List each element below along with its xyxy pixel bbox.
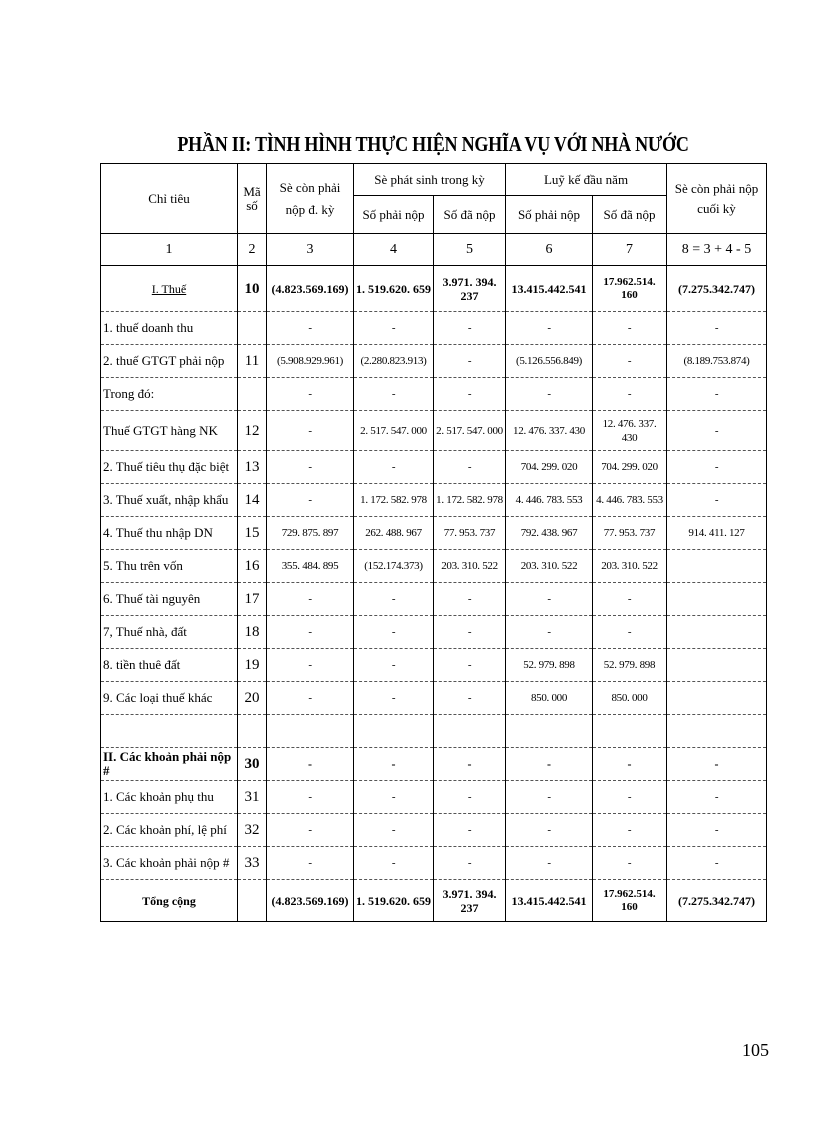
col-num-5: 5 xyxy=(434,234,506,266)
row-arising-payable-cell: - xyxy=(354,451,434,484)
row-ytd-payable-cell: - xyxy=(506,312,593,345)
row-closing-cell: - xyxy=(667,484,767,517)
table-row xyxy=(101,748,767,781)
row-name-cell: 1. thuế doanh thu xyxy=(101,312,238,345)
row-name-cell: 4. Thuế thu nhập DN xyxy=(101,517,238,550)
row-name-cell: 1. Các khoản phụ thu xyxy=(101,781,238,814)
col-num-7: 7 xyxy=(593,234,667,266)
row-arising-paid-cell: - xyxy=(434,345,506,378)
header-cuoi-ky-line1: Sè còn phải nộp xyxy=(674,180,759,196)
header-ma-so xyxy=(238,164,267,234)
row-arising-payable-cell: (152.174.373) xyxy=(354,550,434,583)
row-name-cell: 8. tiền thuê đất xyxy=(101,649,238,682)
row-name-cell: 2. Các khoản phí, lệ phí xyxy=(101,814,238,847)
row-ytd-payable-cell: 52. 979. 898 xyxy=(506,649,593,682)
row-ytd-payable-cell: 850. 000 xyxy=(506,682,593,715)
row-ytd-paid-cell: 12. 476. 337. 430 xyxy=(593,411,667,451)
row-opening-cell xyxy=(267,715,354,748)
table-row xyxy=(101,345,767,378)
header-cuoi-ky xyxy=(667,164,767,234)
row-ytd-paid-cell: - xyxy=(593,847,667,880)
row-name-cell: 9. Các loại thuế khác xyxy=(101,682,238,715)
row-closing-cell xyxy=(667,616,767,649)
row-ytd-payable-cell: - xyxy=(506,583,593,616)
row-code-cell: 13 xyxy=(238,451,267,484)
row-arising-paid-cell: - xyxy=(434,748,506,781)
row-code-cell: 20 xyxy=(238,682,267,715)
row-ytd-paid-cell: 203. 310. 522 xyxy=(593,550,667,583)
header-luy-ke-label: Luỹ kế đầu năm xyxy=(543,171,629,187)
table-row xyxy=(101,781,767,814)
row-ytd-payable-cell: 203. 310. 522 xyxy=(506,550,593,583)
row-code-cell: 12 xyxy=(238,411,267,451)
row-arising-paid-cell: - xyxy=(434,312,506,345)
row-closing-cell: 914. 411. 127 xyxy=(667,517,767,550)
row-arising-payable-cell: 1. 172. 582. 978 xyxy=(354,484,434,517)
row-arising-payable-cell: (2.280.823.913) xyxy=(354,345,434,378)
col-num-2: 2 xyxy=(238,234,267,266)
row-ytd-paid-cell: - xyxy=(593,583,667,616)
table-row xyxy=(101,550,767,583)
row-code-cell xyxy=(238,880,267,922)
row-code-cell xyxy=(238,378,267,411)
row-arising-paid-cell: - xyxy=(434,616,506,649)
row-arising-paid-cell: 203. 310. 522 xyxy=(434,550,506,583)
row-opening-cell: - xyxy=(267,583,354,616)
row-ytd-paid-cell: 850. 000 xyxy=(593,682,667,715)
row-closing-cell: - xyxy=(667,814,767,847)
row-ytd-payable-cell: - xyxy=(506,378,593,411)
row-ytd-paid-cell: 17.962.514. 160 xyxy=(593,880,667,922)
row-code-cell: 11 xyxy=(238,345,267,378)
row-closing-cell xyxy=(667,715,767,748)
row-opening-cell: - xyxy=(267,616,354,649)
row-name-cell: 2. Thuế tiêu thụ đặc biệt xyxy=(101,451,238,484)
row-ytd-payable-cell: 4. 446. 783. 553 xyxy=(506,484,593,517)
header-so-con-phai-nop-dk xyxy=(267,164,354,234)
row-opening-cell: - xyxy=(267,312,354,345)
table-row xyxy=(101,715,767,748)
row-name-cell: 7, Thuế nhà, đất xyxy=(101,616,238,649)
row-ytd-paid-cell: - xyxy=(593,748,667,781)
row-opening-cell: (5.908.929.961) xyxy=(267,345,354,378)
row-opening-cell: 729. 875. 897 xyxy=(267,517,354,550)
row-name-cell: Thuế GTGT hàng NK xyxy=(101,411,238,451)
row-ytd-payable-cell: - xyxy=(506,616,593,649)
row-ytd-paid-cell: 77. 953. 737 xyxy=(593,517,667,550)
row-ytd-paid-cell xyxy=(593,715,667,748)
row-opening-cell: 355. 484. 895 xyxy=(267,550,354,583)
row-name-cell xyxy=(101,715,238,748)
table-row xyxy=(101,583,767,616)
row-opening-cell: - xyxy=(267,814,354,847)
row-code-cell: 16 xyxy=(238,550,267,583)
row-name-cell: Trong đó: xyxy=(101,378,238,411)
row-code-cell: 18 xyxy=(238,616,267,649)
row-code-cell xyxy=(238,312,267,345)
row-ytd-payable-cell: - xyxy=(506,847,593,880)
header-phat-sinh-label: Sè phát sinh trong kỳ xyxy=(374,171,485,187)
row-arising-payable-cell: - xyxy=(354,814,434,847)
row-opening-cell: (4.823.569.169) xyxy=(267,266,354,312)
table-row xyxy=(101,411,767,451)
row-opening-cell: - xyxy=(267,682,354,715)
row-arising-payable-cell: - xyxy=(354,847,434,880)
row-arising-payable-cell xyxy=(354,715,434,748)
row-arising-payable-cell: - xyxy=(354,649,434,682)
row-ytd-payable-cell xyxy=(506,715,593,748)
header-ma-so-line2: số xyxy=(246,197,258,213)
header-ps-phai-nop: Số phải nộp xyxy=(354,196,434,234)
row-name-cell: I. Thuế xyxy=(101,266,238,312)
header-dk-line1: Sè còn phải xyxy=(279,179,341,195)
row-code-cell: 15 xyxy=(238,517,267,550)
row-name-cell: 2. thuế GTGT phải nộp xyxy=(101,345,238,378)
row-opening-cell: - xyxy=(267,847,354,880)
row-name-cell: 3. Các khoản phải nộp # xyxy=(101,847,238,880)
row-arising-payable-cell: - xyxy=(354,682,434,715)
row-name-cell: II. Các khoản phải nộp # xyxy=(101,748,238,781)
row-ytd-paid-cell: 52. 979. 898 xyxy=(593,649,667,682)
row-arising-payable-cell: 262. 488. 967 xyxy=(354,517,434,550)
table-row xyxy=(101,266,767,312)
row-code-cell: 30 xyxy=(238,748,267,781)
row-ytd-payable-cell: - xyxy=(506,748,593,781)
row-arising-payable-cell: 2. 517. 547. 000 xyxy=(354,411,434,451)
row-ytd-paid-cell: 17.962.514. 160 xyxy=(593,266,667,312)
row-arising-payable-cell: - xyxy=(354,378,434,411)
row-arising-paid-cell: - xyxy=(434,451,506,484)
row-closing-cell: (8.189.753.874) xyxy=(667,345,767,378)
row-ytd-paid-cell: - xyxy=(593,814,667,847)
row-name-cell: 3. Thuế xuất, nhập khẩu xyxy=(101,484,238,517)
row-arising-payable-cell: - xyxy=(354,312,434,345)
row-arising-paid-cell: - xyxy=(434,814,506,847)
row-arising-payable-cell: - xyxy=(354,781,434,814)
row-ytd-paid-cell: 704. 299. 020 xyxy=(593,451,667,484)
row-arising-paid-cell: 77. 953. 737 xyxy=(434,517,506,550)
row-ytd-payable-cell: (5.126.556.849) xyxy=(506,345,593,378)
row-code-cell: 14 xyxy=(238,484,267,517)
column-number-row xyxy=(101,234,767,266)
row-closing-cell xyxy=(667,649,767,682)
row-ytd-payable-cell: - xyxy=(506,781,593,814)
row-name-cell: Tổng cộng xyxy=(101,880,238,922)
row-arising-paid-cell: 1. 172. 582. 978 xyxy=(434,484,506,517)
header-luy-ke xyxy=(506,164,667,196)
row-opening-cell: - xyxy=(267,748,354,781)
table-row xyxy=(101,682,767,715)
row-ytd-payable-cell: 13.415.442.541 xyxy=(506,266,593,312)
col-num-1: 1 xyxy=(101,234,238,266)
row-ytd-paid-cell: - xyxy=(593,781,667,814)
row-name-cell: 6. Thuế tài nguyên xyxy=(101,583,238,616)
row-arising-paid-cell: - xyxy=(434,682,506,715)
header-lk-phai-nop: Số phải nộp xyxy=(506,196,593,234)
row-closing-cell xyxy=(667,550,767,583)
row-ytd-paid-cell: 4. 446. 783. 553 xyxy=(593,484,667,517)
row-code-cell: 32 xyxy=(238,814,267,847)
row-opening-cell: - xyxy=(267,781,354,814)
header-chi-tieu-label: Chỉ tiêu xyxy=(148,190,190,206)
row-closing-cell: - xyxy=(667,748,767,781)
row-ytd-paid-cell: - xyxy=(593,616,667,649)
row-opening-cell: (4.823.569.169) xyxy=(267,880,354,922)
row-closing-cell: (7.275.342.747) xyxy=(667,266,767,312)
row-code-cell xyxy=(238,715,267,748)
row-opening-cell: - xyxy=(267,378,354,411)
row-arising-paid-cell: 3.971. 394. 237 xyxy=(434,266,506,312)
row-code-cell: 31 xyxy=(238,781,267,814)
table-row xyxy=(101,484,767,517)
col-num-3: 3 xyxy=(267,234,354,266)
row-ytd-payable-cell: - xyxy=(506,814,593,847)
header-dk-line2: nộp đ. kỳ xyxy=(285,201,335,217)
row-closing-cell: - xyxy=(667,411,767,451)
header-row-1 xyxy=(101,164,767,196)
row-opening-cell: - xyxy=(267,649,354,682)
table-row xyxy=(101,649,767,682)
row-closing-cell: - xyxy=(667,451,767,484)
row-ytd-payable-cell: 12. 476. 337. 430 xyxy=(506,411,593,451)
table-row xyxy=(101,814,767,847)
table-row xyxy=(101,451,767,484)
row-arising-paid-cell: - xyxy=(434,781,506,814)
row-ytd-paid-cell: - xyxy=(593,378,667,411)
row-closing-cell: - xyxy=(667,781,767,814)
col-num-4: 4 xyxy=(354,234,434,266)
row-closing-cell: (7.275.342.747) xyxy=(667,880,767,922)
table-row xyxy=(101,847,767,880)
row-arising-paid-cell: - xyxy=(434,378,506,411)
header-ps-da-nop: Số đã nộp xyxy=(434,196,506,234)
row-code-cell: 10 xyxy=(238,266,267,312)
row-code-cell: 17 xyxy=(238,583,267,616)
row-opening-cell: - xyxy=(267,484,354,517)
header-ma-so-line1: Mã xyxy=(243,183,261,199)
row-code-cell: 19 xyxy=(238,649,267,682)
col-num-8: 8 = 3 + 4 - 5 xyxy=(667,234,767,266)
row-arising-payable-cell: 1. 519.620. 659 xyxy=(354,880,434,922)
row-ytd-paid-cell: - xyxy=(593,345,667,378)
row-arising-payable-cell: - xyxy=(354,583,434,616)
header-lk-da-nop: Số đã nộp xyxy=(593,196,667,234)
row-closing-cell xyxy=(667,682,767,715)
obligations-table xyxy=(100,163,767,922)
table-row xyxy=(101,880,767,922)
row-arising-paid-cell: - xyxy=(434,583,506,616)
header-phat-sinh xyxy=(354,164,506,196)
row-name-cell: 5. Thu trên vốn xyxy=(101,550,238,583)
row-closing-cell: - xyxy=(667,378,767,411)
row-ytd-paid-cell: - xyxy=(593,312,667,345)
row-ytd-payable-cell: 704. 299. 020 xyxy=(506,451,593,484)
row-closing-cell: - xyxy=(667,312,767,345)
row-arising-paid-cell: 2. 517. 547. 000 xyxy=(434,411,506,451)
header-chi-tieu xyxy=(101,164,238,234)
row-closing-cell: - xyxy=(667,847,767,880)
row-arising-paid-cell: - xyxy=(434,649,506,682)
row-arising-paid-cell xyxy=(434,715,506,748)
row-opening-cell: - xyxy=(267,451,354,484)
row-ytd-payable-cell: 792. 438. 967 xyxy=(506,517,593,550)
row-closing-cell xyxy=(667,583,767,616)
col-num-6: 6 xyxy=(506,234,593,266)
row-code-cell: 33 xyxy=(238,847,267,880)
page-number: 105 xyxy=(742,1040,769,1060)
row-arising-payable-cell: - xyxy=(354,616,434,649)
table-row xyxy=(101,616,767,649)
header-cuoi-ky-line2: cuối kỳ xyxy=(697,200,736,216)
row-arising-paid-cell: 3.971. 394. 237 xyxy=(434,880,506,922)
page-title: PHẦN II: TÌNH HÌNH THỰC HIỆN NGHĨA VỤ VỚI NHÀ NƯỚC xyxy=(177,132,689,156)
row-arising-payable-cell: 1. 519.620. 659 xyxy=(354,266,434,312)
row-arising-paid-cell: - xyxy=(434,847,506,880)
row-ytd-payable-cell: 13.415.442.541 xyxy=(506,880,593,922)
row-arising-payable-cell: - xyxy=(354,748,434,781)
table-row xyxy=(101,378,767,411)
table-row xyxy=(101,517,767,550)
row-opening-cell: - xyxy=(267,411,354,451)
table-row xyxy=(101,312,767,345)
